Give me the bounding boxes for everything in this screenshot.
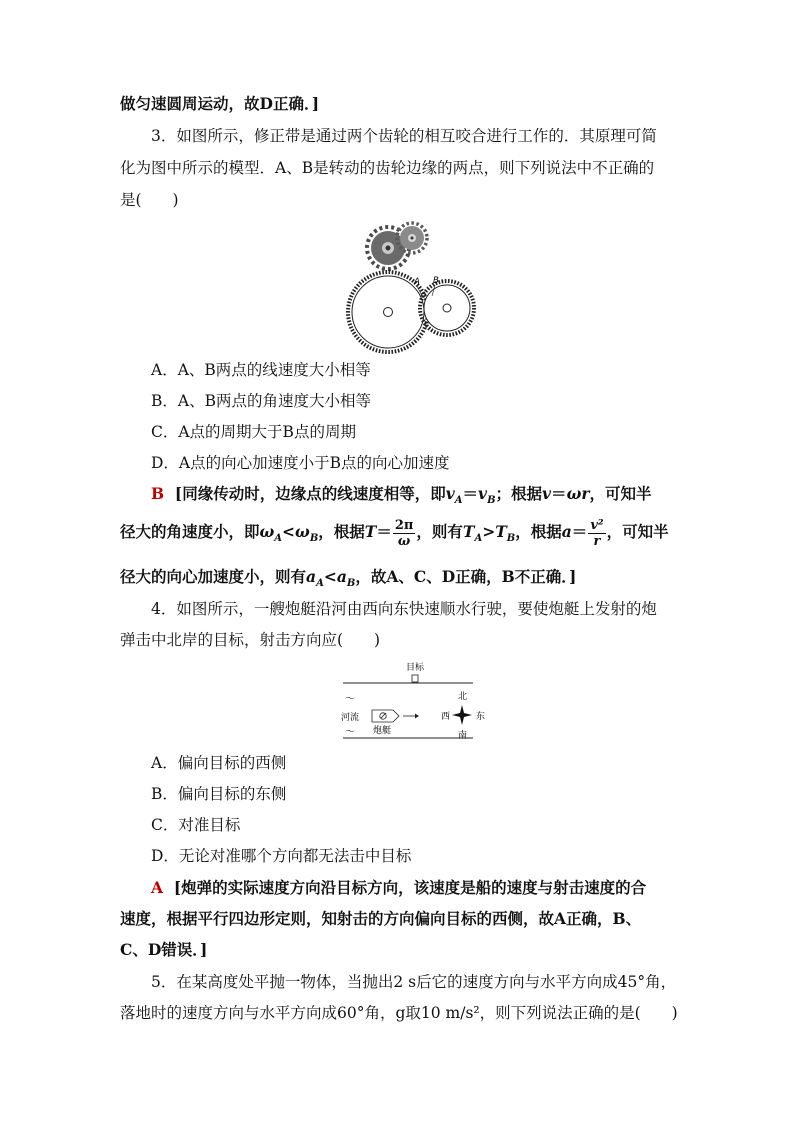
q4-explanation-line-1: A [炮弹的实际速度方向沿目标方向，该速度是船的速度与射击速度的合 [151,878,647,897]
q3-explanation-line-2: 径大的角速度小，即$\omega_A<\omega_B$，根据T＝ $\frac{2\pi}{\omega}$ ，则有$T_A>T_B$，根据a＝ $\frac{\text{v²}}{r}$ ，可知半 [120,517,669,549]
compass-star-icon [452,705,472,725]
q4-answer-letter: A [151,878,164,897]
period-fraction: $\frac{2\pi}{\omega}$ [394,517,414,549]
q3-option-d: D．A点的向心加速度小于B点的向心加速度 [151,454,450,472]
q4-option-a: A．偏向目标的西侧 [151,754,287,772]
q4-stem-line-1: 4．如图所示，一艘炮艇沿河由西向东快速顺水行驶，要使炮艇上发射的炮 [151,600,657,618]
compass-north-label: 北 [458,692,468,702]
target-label: 目标 [406,663,425,673]
q3-option-a: A．A、B两点的线速度大小相等 [151,361,371,379]
gunboat-label: 炮艇 [373,726,392,736]
wave-icon: ～ [345,727,355,738]
compass-west-label: 西 [441,712,451,722]
correction-tape-gears-figure [340,220,490,355]
q5-stem-line-2: 落地时的速度方向与水平方向成60°角，g取10 m/s²，则下列说法正确的是( ) [120,1004,678,1022]
q4-option-b: B．偏向目标的东侧 [151,785,287,803]
q3-stem-line-1: 3．如图所示，修正带是通过两个齿轮的相互咬合进行工作的．其原理可简 [151,127,657,145]
compass-south-label: 南 [458,731,468,741]
q3-answer-letter: B [151,484,165,503]
q3-option-b: B．A、B两点的角速度大小相等 [151,392,371,410]
small-gear-model [420,281,474,335]
q3-stem-line-3: 是( ) [120,191,179,209]
river-label: 河流 [341,713,360,723]
river-gunboat-figure [335,658,495,746]
point-b-label: B [433,276,439,286]
gear-photo [367,223,427,269]
q4-explanation-line-3: C、D错误．] [120,940,208,959]
q3-explanation-line-1: B [同缘传动时，边缘点的线速度相等，即$v_A=v_B$；根据v＝ωr，可知半 [151,484,652,507]
previous-answer-ending: 做匀速圆周运动，故D正确．] [120,94,320,113]
gunboat-icon [372,710,399,722]
wave-icon: ～ [345,694,355,705]
q4-option-c: C．对准目标 [151,816,241,834]
arrow-head [415,714,419,719]
q3-stem-line-2: 化为图中所示的模型．A、B是转动的齿轮边缘的两点，则下列说法中不正确的 [120,159,655,177]
q4-explanation-line-2: 速度，根据平行四边形定则，知射击的方向偏向目标的西侧，故A正确，B、 [120,909,642,928]
q5-stem-line-1: 5．在某高度处平抛一物体，当抛出2 s后它的速度方向与水平方向成45°角， [151,973,677,991]
q3-explanation-line-3: 径大的向心加速度小，则有$a_A<a_B$，故A、C、D正确，B不正确．] [120,567,577,590]
compass-east-label: 东 [476,712,486,722]
point-a-label: A [414,277,420,287]
q4-option-d: D．无论对准哪个方向都无法击中目标 [151,847,412,865]
accel-fraction: $\frac{\text{v²}}{r}$ [590,517,604,549]
q4-stem-line-2: 弹击中北岸的目标，射击方向应( ) [120,631,381,649]
q3-option-c: C．A点的周期大于B点的周期 [151,423,356,441]
target-marker [412,675,418,682]
